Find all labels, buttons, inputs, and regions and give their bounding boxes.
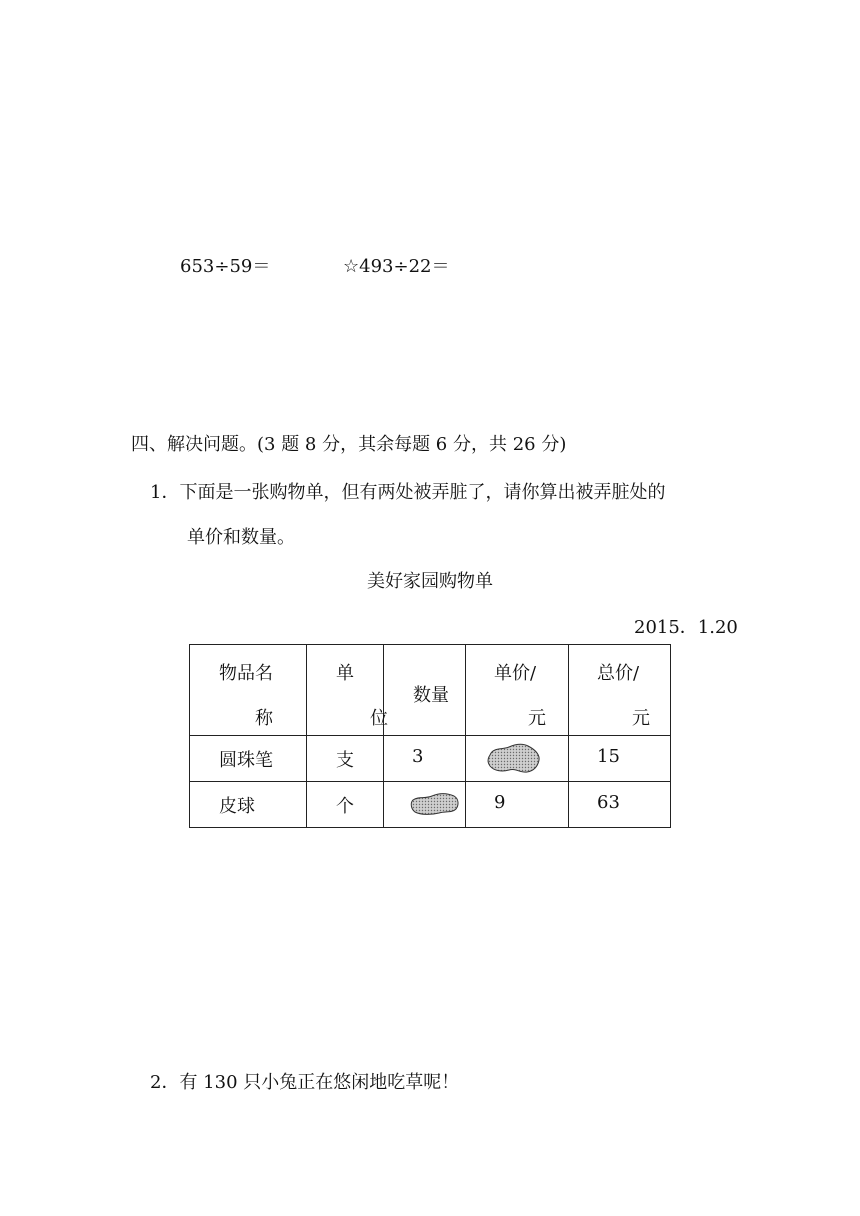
row-2-unit-text: 个 bbox=[336, 796, 354, 817]
section-heading: 四、解决问题。(3 题 8 分，其余每题 6 分，共 26 分) bbox=[131, 434, 567, 455]
row-2-item-name-text: 皮球 bbox=[219, 796, 255, 817]
row-2-item-name bbox=[190, 782, 307, 828]
division-expression-2: ☆493÷22＝ bbox=[343, 256, 450, 277]
row-1-quantity-text: 3 bbox=[412, 746, 424, 767]
row-2-total-price-text: 63 bbox=[597, 792, 620, 813]
row-2-unit-price bbox=[466, 782, 569, 828]
row-1-unit bbox=[307, 736, 384, 782]
row-2-unit-price-text: 9 bbox=[494, 792, 506, 813]
row-1-total-price bbox=[569, 736, 671, 782]
row-2-total-price bbox=[569, 782, 671, 828]
header-quantity-label: 数量 bbox=[413, 685, 449, 706]
receipt-date: 2015．1.20 bbox=[634, 617, 738, 638]
header-unit-price-line-2: 元 bbox=[528, 708, 546, 729]
header-total-price bbox=[569, 645, 671, 736]
header-quantity bbox=[384, 645, 466, 736]
receipt-title: 美好家园购物单 bbox=[367, 571, 493, 592]
question-1-text-line-1: 1．下面是一张购物单，但有两处被弄脏了，请你算出被弄脏处的 bbox=[150, 482, 666, 503]
division-expression-1: 653÷59＝ bbox=[180, 256, 271, 277]
header-unit-price-line-1: 单价/ bbox=[494, 663, 537, 684]
header-unit-line-1: 单 bbox=[336, 663, 354, 684]
row-1-quantity bbox=[384, 736, 466, 782]
header-total-price-line-2: 元 bbox=[632, 708, 650, 729]
question-1-text-line-2: 单价和数量。 bbox=[187, 527, 295, 548]
header-item-name bbox=[190, 645, 307, 736]
header-unit-line-2: 位 bbox=[370, 708, 388, 729]
receipt-table bbox=[189, 644, 671, 828]
row-2-quantity bbox=[384, 782, 466, 828]
smudge-stain-icon bbox=[409, 791, 461, 817]
header-item-name-line-2: 称 bbox=[255, 708, 273, 729]
row-1-item-name bbox=[190, 736, 307, 782]
row-2-unit bbox=[307, 782, 384, 828]
table-header-row bbox=[190, 645, 671, 736]
header-unit-price bbox=[466, 645, 569, 736]
smudge-stain-icon bbox=[485, 742, 543, 776]
header-item-name-line-1: 物品名 bbox=[219, 663, 273, 684]
row-1-total-price-text: 15 bbox=[597, 746, 620, 767]
row-1-item-name-text: 圆珠笔 bbox=[219, 750, 273, 771]
header-total-price-line-1: 总价/ bbox=[597, 663, 640, 684]
table-row bbox=[190, 736, 671, 782]
row-1-unit-price bbox=[466, 736, 569, 782]
row-1-unit-text: 支 bbox=[336, 750, 354, 771]
table-row bbox=[190, 782, 671, 828]
header-unit bbox=[307, 645, 388, 736]
question-2-text: 2．有 130 只小兔正在悠闲地吃草呢！ bbox=[150, 1072, 460, 1093]
